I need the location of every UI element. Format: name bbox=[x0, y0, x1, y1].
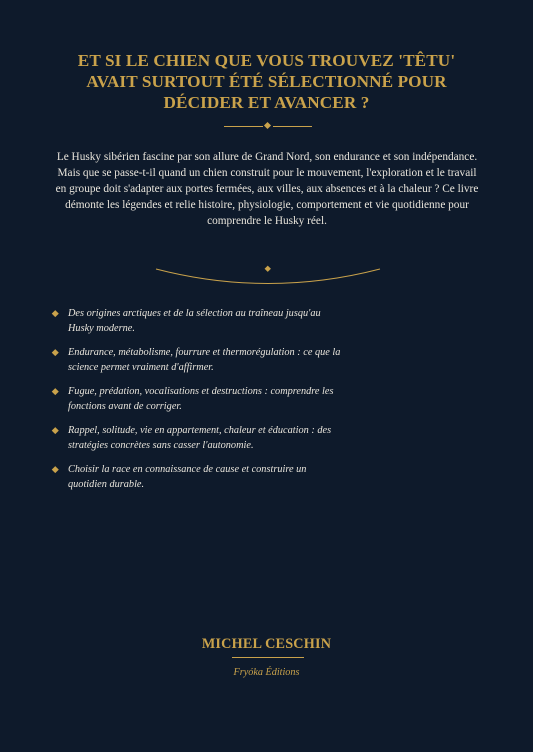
list-item bbox=[50, 345, 360, 375]
gold-diamond-icon bbox=[52, 466, 58, 472]
feature-text-line-1: Rappel, solitude, vie en appartement, chaleur et éducation : des bbox=[68, 425, 332, 436]
feature-text-line-1: Endurance, métabolisme, fourrure et thermorégulation : ce que la bbox=[68, 347, 341, 358]
feature-text-line-2: fonctions avant de corriger. bbox=[68, 401, 182, 412]
feature-text-line-1: Choisir la race en connaissance de cause et construire un bbox=[68, 464, 307, 475]
intro-paragraph bbox=[52, 149, 482, 229]
feature-text-line-2: Husky moderne. bbox=[68, 323, 135, 334]
headline-line-2: AVAIT SURTOUT ÉTÉ SÉLECTIONNÉ POUR bbox=[86, 72, 447, 91]
list-item bbox=[50, 384, 360, 414]
arc-diamond-icon bbox=[265, 266, 271, 272]
gold-diamond-icon bbox=[52, 427, 58, 433]
feature-text-line-1: Des origines arctiques et de la sélection au traîneau jusqu'au bbox=[68, 308, 321, 319]
feature-list bbox=[50, 306, 360, 501]
intro-line-1: Le Husky sibérien fascine par son allure de Grand Nord, son endurance et son indépendance. bbox=[56, 151, 478, 163]
feature-text-line-2: science permet vraiment d'affirmer. bbox=[68, 362, 214, 373]
cover-headline bbox=[40, 50, 493, 113]
list-item bbox=[50, 306, 360, 336]
author-name: MICHEL CESCHIN bbox=[201, 636, 332, 652]
diamond-divider-icon bbox=[224, 122, 312, 130]
gold-diamond-icon bbox=[52, 310, 58, 316]
divider-line-right bbox=[273, 126, 312, 127]
list-item bbox=[50, 462, 360, 492]
gold-diamond-icon bbox=[52, 388, 58, 394]
feature-text-line-1: Fugue, prédation, vocalisations et destructions : comprendre les bbox=[68, 386, 334, 397]
intro-line-3: en groupe doit s'adapter aux portes fermées, aux villes, aux absences et à la chaleur ? Ce livre bbox=[55, 183, 479, 195]
publisher-name: Fryóka Éditions bbox=[233, 667, 300, 678]
gold-diamond-icon bbox=[52, 349, 58, 355]
author-divider bbox=[232, 657, 304, 658]
feature-text-line-2: stratégies concrètes sans casser l'autonomie. bbox=[68, 440, 254, 451]
intro-line-4: démonte les légendes et relie histoire, physiologie, comportement et vie quotidienne pour bbox=[65, 199, 469, 211]
headline-line-3: DÉCIDER ET AVANCER ? bbox=[163, 93, 370, 112]
intro-line-2: Mais que se passe-t-il quand un chien construit pour le mouvement, l'exploration et le travail bbox=[57, 167, 477, 179]
intro-line-5: comprendre le Husky réel. bbox=[207, 215, 327, 227]
arc-ornament-icon bbox=[154, 262, 382, 290]
headline-line-1: ET SI LE CHIEN QUE VOUS TROUVEZ 'TÊTU' bbox=[77, 51, 456, 70]
divider-diamond-icon bbox=[264, 122, 271, 129]
feature-text-line-2: quotidien durable. bbox=[68, 479, 145, 490]
list-item bbox=[50, 423, 360, 453]
divider-line-left bbox=[224, 126, 263, 127]
